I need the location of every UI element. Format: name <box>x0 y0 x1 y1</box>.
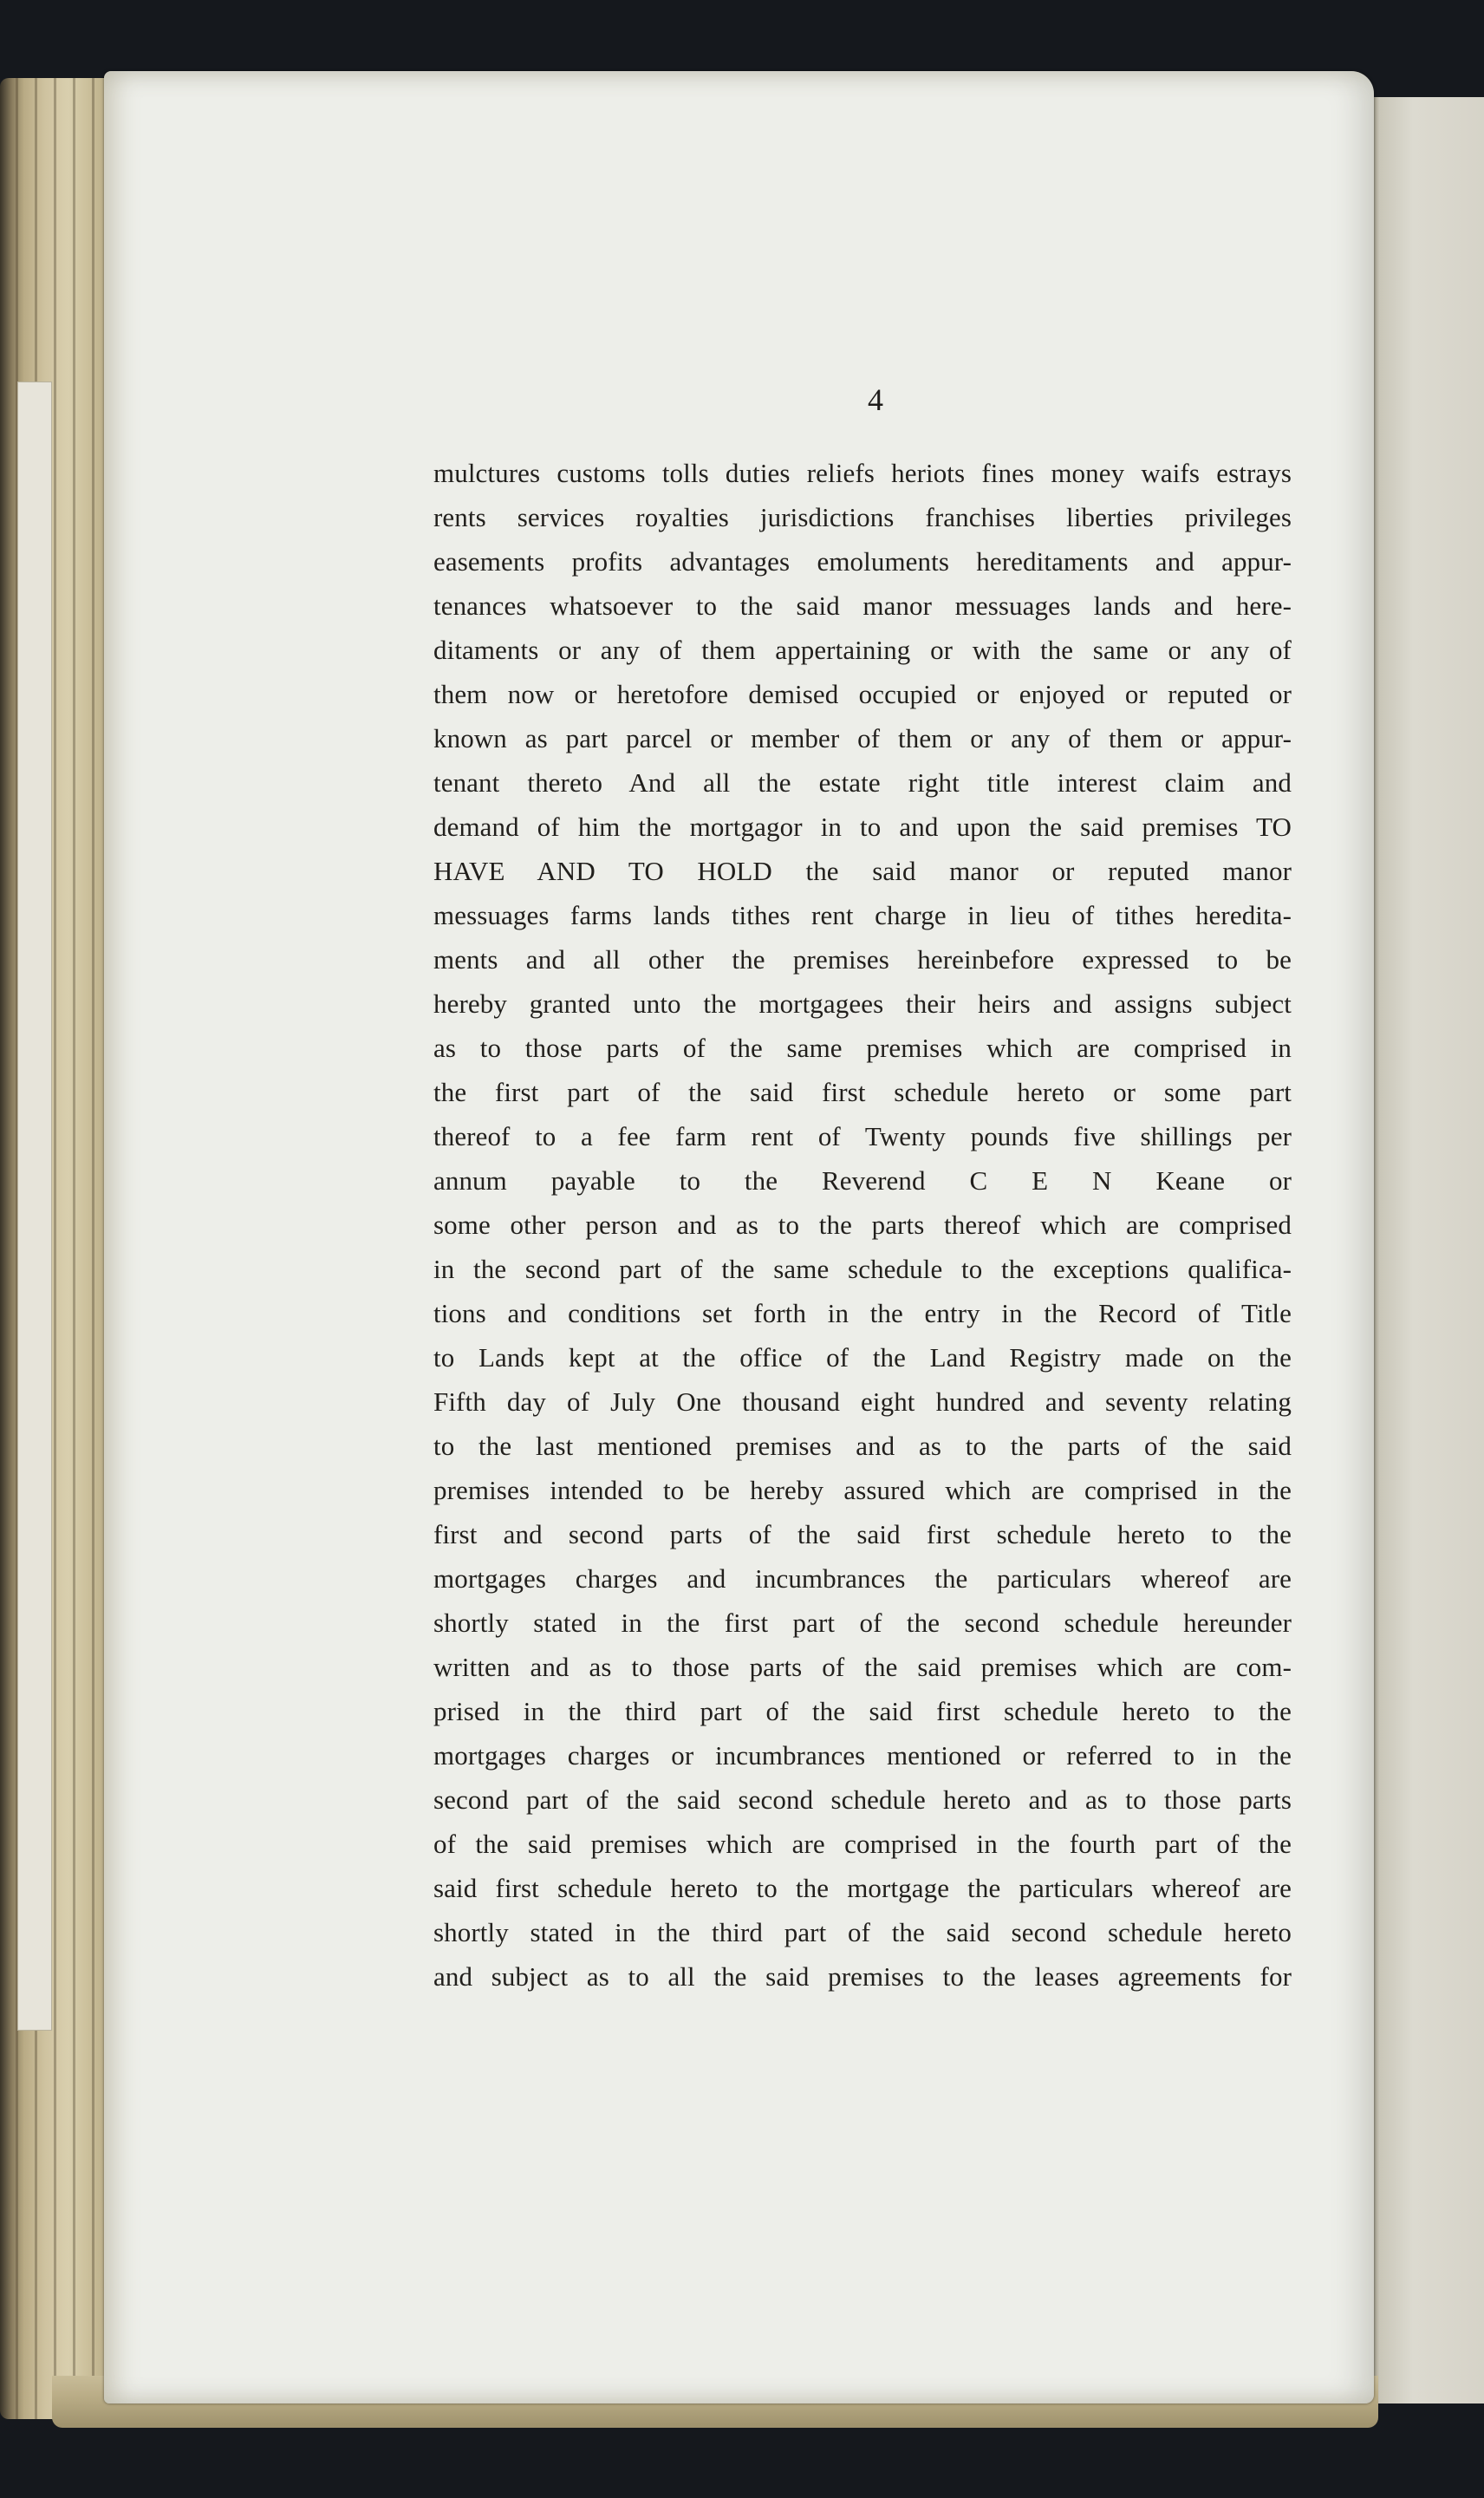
text-line: prised in the third part of the said first schedule hereto to the <box>433 1696 1292 1726</box>
text-line: tenant thereto And all the estate right title interest claim and <box>433 767 1292 798</box>
leaf-edge-line <box>54 78 56 2419</box>
text-line: written and as to those parts of the said premises which are com- <box>433 1652 1292 1682</box>
text-line: second part of the said second schedule hereto and as to those parts <box>433 1784 1292 1815</box>
text-line: HAVE AND TO HOLD the said manor or reputed manor <box>433 856 1292 886</box>
text-line: premises intended to be hereby assured which are comprised in the <box>433 1475 1292 1505</box>
text-line: the first part of the said first schedule hereto or some part <box>433 1077 1292 1107</box>
text-line: easements profits advantages emoluments hereditaments and appur- <box>433 546 1292 577</box>
text-line: mulctures customs tolls duties reliefs heriots fines money waifs estrays <box>433 458 1292 488</box>
text-line: mortgages charges and incumbrances the particulars whereof are <box>433 1563 1292 1594</box>
leaf-edge-line <box>92 78 94 2419</box>
leaf-edge-line <box>73 78 75 2419</box>
page-number: 4 <box>868 382 883 417</box>
text-line: demand of him the mortgagor in to and upon the said premises TO <box>433 812 1292 842</box>
text-line: in the second part of the same schedule to the exceptions qualifica- <box>433 1254 1292 1284</box>
text-line: some other person and as to the parts thereof which are comprised <box>433 1210 1292 1240</box>
text-line: tions and conditions set forth in the entry in the Record of Title <box>433 1298 1292 1328</box>
book-right-leaf <box>1365 97 1484 2403</box>
text-line: messuages farms lands tithes rent charge in lieu of tithes heredita- <box>433 900 1292 930</box>
text-line: rents services royalties jurisdictions franchises liberties privileges <box>433 502 1292 532</box>
text-line: shortly stated in the third part of the said second schedule hereto <box>433 1917 1292 1947</box>
text-line: Fifth day of July One thousand eight hundred and seventy relating <box>433 1386 1292 1417</box>
text-line: them now or heretofore demised occupied or enjoyed or reputed or <box>433 679 1292 709</box>
text-line: to the last mentioned premises and as to the parts of the said <box>433 1431 1292 1461</box>
text-line: mortgages charges or incumbrances mentioned or referred to in the <box>433 1740 1292 1771</box>
text-line: ments and all other the premises hereinbefore expressed to be <box>433 944 1292 975</box>
text-line: known as part parcel or member of them or any of them or appur- <box>433 723 1292 753</box>
text-line: tenances whatsoever to the said manor messuages lands and here- <box>433 590 1292 621</box>
body-text <box>433 451 1292 1999</box>
text-line: to Lands kept at the office of the Land Registry made on the <box>433 1342 1292 1373</box>
inserted-slip <box>17 382 52 2031</box>
text-line: ditaments or any of them appertaining or with the same or any of <box>433 635 1292 665</box>
text-line: annum payable to the Reverend C E N Keane or <box>433 1165 1292 1196</box>
text-line: first and second parts of the said first schedule hereto to the <box>433 1519 1292 1549</box>
text-line: shortly stated in the first part of the second schedule hereunder <box>433 1608 1292 1638</box>
text-line: of the said premises which are comprised in the fourth part of the <box>433 1829 1292 1859</box>
text-line: and subject as to all the said premises to the leases agreements for <box>433 1961 1292 1992</box>
text-line: said first schedule hereto to the mortgage the particulars whereof are <box>433 1873 1292 1903</box>
text-line: hereby granted unto the mortgagees their heirs and assigns subject <box>433 988 1292 1019</box>
text-line: as to those parts of the same premises which are comprised in <box>433 1033 1292 1063</box>
text-line: thereof to a fee farm rent of Twenty pounds five shillings per <box>433 1121 1292 1151</box>
